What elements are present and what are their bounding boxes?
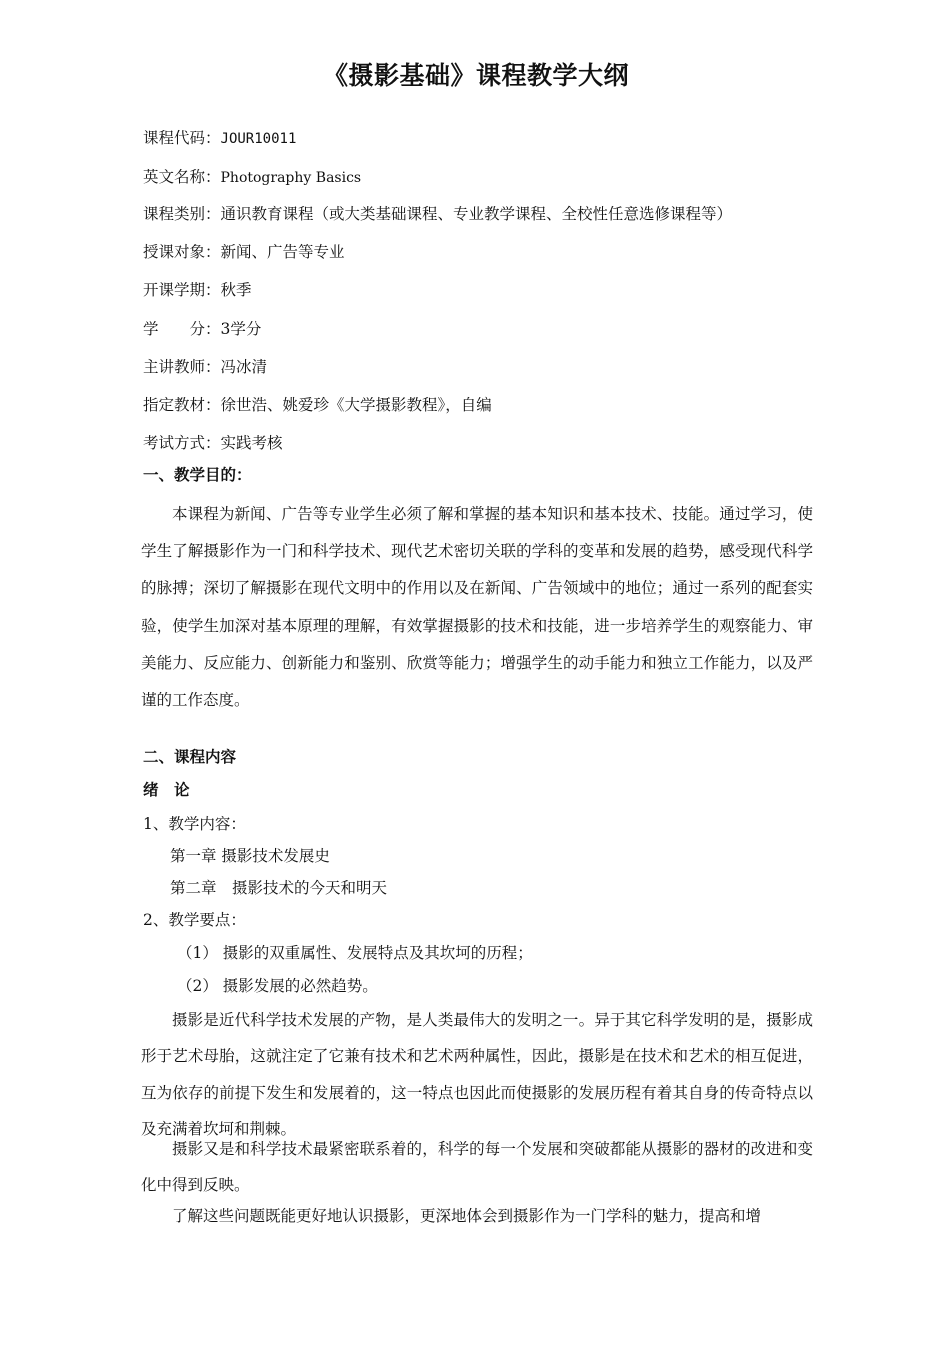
info-course-category <box>143 202 732 226</box>
point-item: （1） 摄影的双重属性、发展特点及其坎坷的历程； <box>177 944 533 962</box>
objectives-paragraph: 本课程为新闻、广告等专业学生必须了解和掌握的基本知识和基本技术、技能。通过学习，使学生了解摄影作为一门和科学技术、现代艺术密切关联的学科的变革和发展的趋势，感受现代科学的脉搏；深切了解摄影在现代文明中的作用以及在新闻、广告领域中的地位；通过一系列的配套实验，使学生加深对基本原理的理解，有效掌握摄影的技术和技能，进一步培养学生的观察能力、审美能力、反应能力、创新能力和鉴别、欣赏等能力；增强学生的动手能力和独立工作能力，以及严谨的工作态度。 <box>141 505 813 710</box>
info-label: 开课学期： <box>143 281 221 299</box>
info-exam-method <box>143 431 283 455</box>
info-label: 授课对象： <box>143 243 221 261</box>
body-paragraph: 摄影又是和科学技术最紧密联系着的，科学的每一个发展和突破都能从摄影的器材的改进和变化中得到反映。 <box>141 1140 813 1195</box>
points-label: 2、教学要点： <box>143 911 246 929</box>
info-credits <box>143 317 261 341</box>
subheading-introduction: 绪 论 <box>143 781 190 799</box>
info-label: 指定教材： <box>143 396 221 414</box>
info-value: 实践考核 <box>220 434 283 452</box>
info-english-name <box>143 165 361 190</box>
body-paragraph: 摄影是近代科学技术发展的产物，是人类最伟大的发明之一。异于其它科学发明的是，摄影成形于艺术母胎，这就注定了它兼有技术和艺术两种属性，因此，摄影是在技术和艺术的相互促进，互为依存的前提下发生和发展着的，这一特点也因此而使摄影的发展历程有着其自身的传奇特点以及充满着坎坷和荆棘。 <box>141 1011 813 1139</box>
info-value: 徐世浩、姚爱珍《大学摄影教程》，自编 <box>220 396 492 414</box>
info-label: 英文名称： <box>143 168 221 186</box>
point-item: （2） 摄影发展的必然趋势。 <box>177 977 378 995</box>
section-heading-objectives: 一、教学目的： <box>143 466 252 484</box>
info-course-code <box>143 126 296 151</box>
body-paragraph: 了解这些问题既能更好地认识摄影，更深地体会到摄影作为一门学科的魅力，提高和增 <box>172 1207 762 1225</box>
info-textbook <box>143 393 492 417</box>
info-instructor <box>143 355 267 379</box>
document-title: 《摄影基础》课程教学大纲 <box>322 61 629 90</box>
info-audience <box>143 240 345 264</box>
info-value: 秋季 <box>220 281 252 299</box>
info-label: 课程代码： <box>143 129 221 147</box>
info-value: 3学分 <box>220 320 262 338</box>
info-value: 冯冰清 <box>220 358 268 376</box>
info-label: 考试方式： <box>143 434 221 452</box>
info-label: 课程类别： <box>143 205 221 223</box>
info-semester <box>143 278 252 302</box>
info-value: 通识教育课程（或大类基础课程、专业教学课程、全校性任意选修课程等） <box>220 205 733 223</box>
chapter-item: 第二章 摄影技术的今天和明天 <box>170 879 388 897</box>
info-value: JOUR10011 <box>220 131 297 147</box>
content-label: 1、教学内容： <box>143 815 246 833</box>
chapter-item: 第一章 摄影技术发展史 <box>170 847 330 865</box>
info-value: Photography Basics <box>220 170 362 186</box>
info-label: 学 分： <box>143 320 221 338</box>
section-heading-content: 二、课程内容 <box>143 748 237 766</box>
info-value: 新闻、广告等专业 <box>220 243 345 261</box>
info-label: 主讲教师： <box>143 358 221 376</box>
